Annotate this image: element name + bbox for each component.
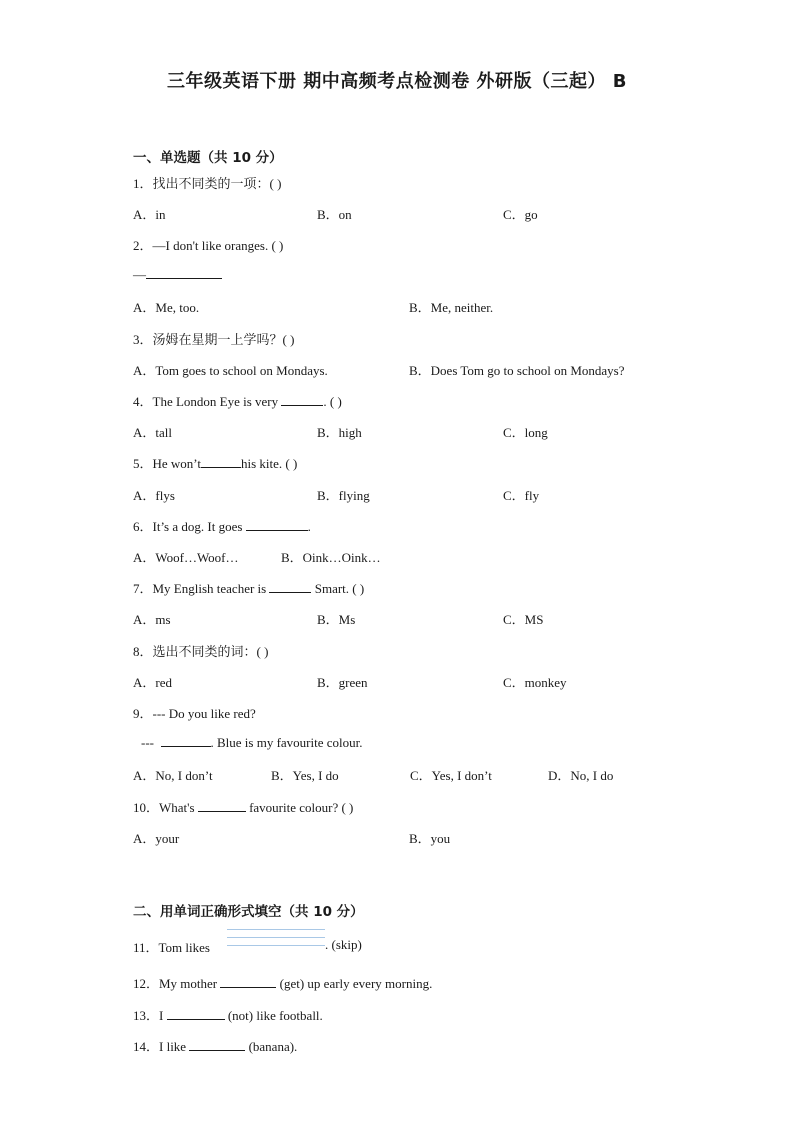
question-7: 7．My English teacher is Smart. ( ) — [133, 581, 365, 596]
q11-hint: . (skip) — [325, 937, 362, 952]
q5-option-a[interactable]: A．flys — [133, 488, 175, 503]
q4-option-c[interactable]: C．long — [503, 425, 548, 440]
q6-blank[interactable] — [246, 518, 308, 531]
q7-blank[interactable] — [269, 580, 311, 593]
q14-blank[interactable] — [189, 1038, 245, 1051]
q9-option-a[interactable]: A．No, I don’t — [133, 768, 213, 783]
question-10: 10．What's favourite colour? ( ) — [133, 800, 354, 815]
question-6: 6．It’s a dog. It goes . — [133, 519, 311, 534]
q12-blank[interactable] — [220, 975, 276, 988]
q8-option-a[interactable]: A．red — [133, 675, 172, 690]
q1-option-b[interactable]: B．on — [317, 207, 352, 222]
q8-option-c[interactable]: C．monkey — [503, 675, 567, 690]
question-11: 11．Tom likes — [133, 940, 210, 955]
q9-option-b[interactable]: B．Yes, I do — [271, 768, 339, 783]
q5-option-b[interactable]: B．flying — [317, 488, 370, 503]
q13-blank[interactable] — [167, 1007, 225, 1020]
q4-option-a[interactable]: A．tall — [133, 425, 172, 440]
q9-reply: --- . Blue is my favourite colour. — [141, 735, 363, 750]
q1-option-a[interactable]: A．in — [133, 207, 166, 222]
question-12: 12．My mother (get) up early every morning. — [133, 976, 433, 991]
q7-option-b[interactable]: B．Ms — [317, 612, 356, 627]
question-8: 8．选出不同类的词：( ) — [133, 644, 269, 659]
q10-option-a[interactable]: A．your — [133, 831, 180, 846]
q6-option-b[interactable]: B．Oink…Oink… — [281, 550, 381, 565]
q6-option-a[interactable]: A．Woof…Woof… — [133, 550, 239, 565]
question-14: 14．I like (banana). — [133, 1039, 298, 1054]
q4-blank[interactable] — [281, 393, 323, 406]
question-9: 9．--- Do you like red? — [133, 706, 256, 721]
question-3: 3．汤姆在星期一上学吗？( ) — [133, 332, 295, 347]
q1-option-c[interactable]: C．go — [503, 207, 538, 222]
q9-option-c[interactable]: C．Yes, I don’t — [410, 768, 492, 783]
question-1: 1．找出不同类的一项：( ) — [133, 176, 282, 191]
q9-option-d[interactable]: D．No, I do — [548, 768, 614, 783]
q9-blank[interactable] — [161, 734, 211, 747]
q3-option-b[interactable]: B．Does Tom go to school on Mondays? — [409, 363, 625, 378]
section-heading-fill-in: 二、用单词正确形式填空（共 10 分） — [133, 904, 364, 920]
q4-option-b[interactable]: B．high — [317, 425, 362, 440]
question-5: 5．He won’t his kite. ( ) — [133, 456, 298, 471]
q10-option-b[interactable]: B．you — [409, 831, 451, 846]
question-4: 4．The London Eye is very . ( ) — [133, 394, 342, 409]
q5-blank[interactable] — [201, 455, 241, 468]
q2-option-a[interactable]: A．Me, too. — [133, 300, 200, 315]
q11-answer-lines[interactable] — [227, 929, 325, 953]
section-heading-single-choice: 一、单选题（共 10 分） — [133, 150, 283, 166]
page-title: 三年级英语下册 期中高频考点检测卷 外研版（三起） B — [166, 71, 628, 92]
q7-option-c[interactable]: C．MS — [503, 612, 544, 627]
q2-answer-line[interactable]: — — [133, 266, 222, 283]
q7-option-a[interactable]: A．ms — [133, 612, 171, 627]
q10-blank[interactable] — [198, 799, 246, 812]
question-13: 13．I (not) like football. — [133, 1008, 323, 1023]
question-2: 2．—I don't like oranges. ( ) — [133, 238, 284, 253]
q5-option-c[interactable]: C．fly — [503, 488, 540, 503]
q3-option-a[interactable]: A．Tom goes to school on Mondays. — [133, 363, 328, 378]
q8-option-b[interactable]: B．green — [317, 675, 368, 690]
q2-option-b[interactable]: B．Me, neither. — [409, 300, 494, 315]
